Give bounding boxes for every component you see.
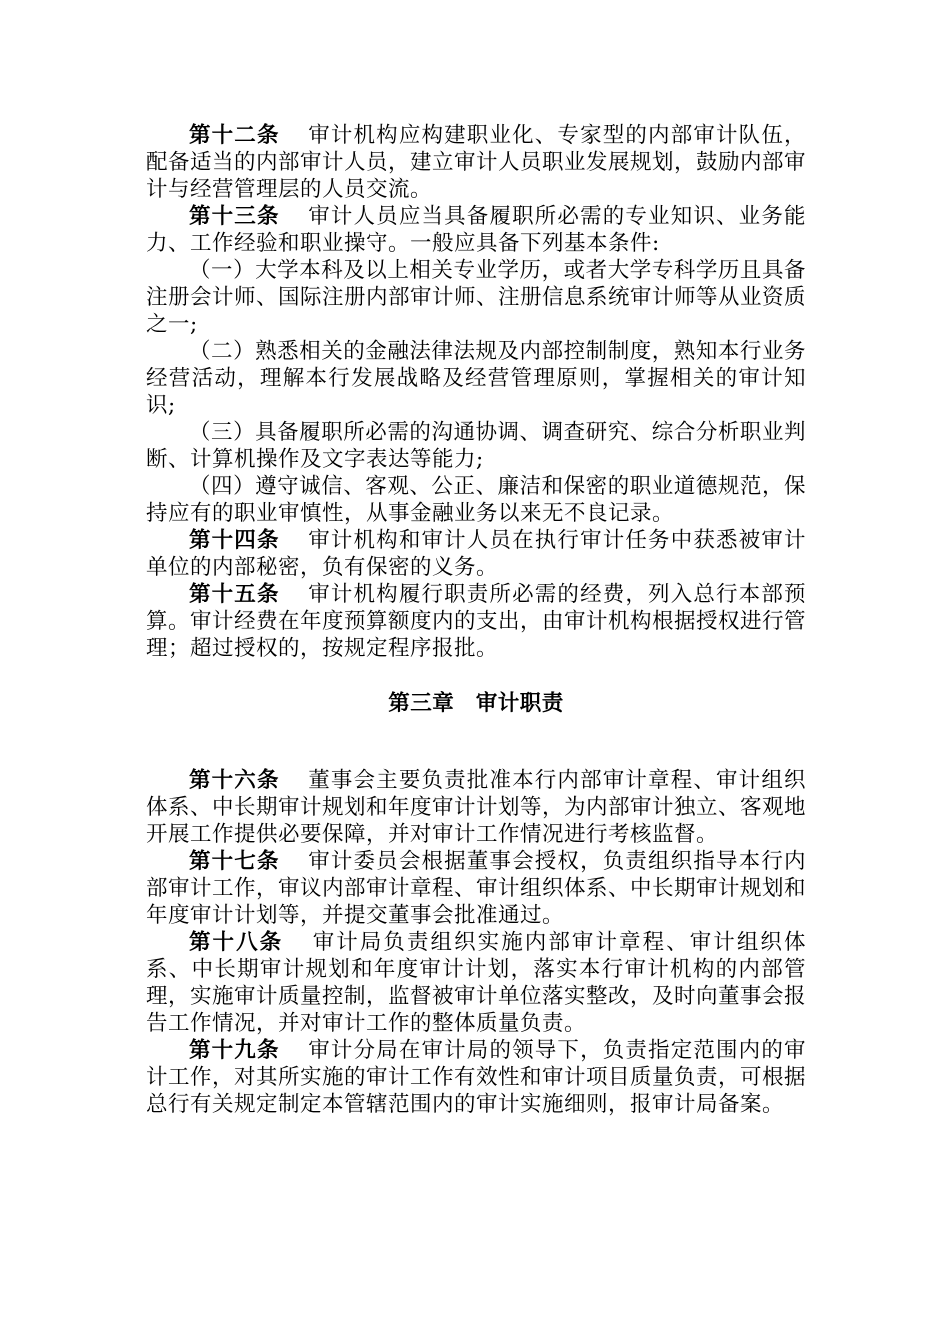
document-page [146, 122, 806, 1118]
article-label: 第十六条 [189, 768, 280, 793]
article-13 [146, 203, 806, 257]
article-label: 第十四条 [189, 528, 280, 553]
chapter-heading [146, 690, 806, 717]
article-15 [146, 581, 806, 662]
list-item-text: （三）具备履职所必需的沟通协调、调查研究、综合分析职业判断、计算机操作及文字表达等能力; [146, 420, 806, 472]
article-label: 第十七条 [189, 849, 280, 874]
article-text: 审计局负责组织实施内部审计章程、审计组织体系、中长期审计规划和年度审计计划，落实本行审计机构的内部管理，实施审计质量控制，监督被审计单位落实整改，及时向董事会报告工作情况，并对审计工作的整体质量负责。 [146, 930, 807, 1036]
article-label: 第十五条 [189, 582, 280, 607]
list-item-3 [146, 419, 806, 473]
list-item-text: （一）大学本科及以上相关专业学历，或者大学专科学历且具备注册会计师、国际注册内部审计师、注册信息系统审计师等从业资质之一; [146, 258, 807, 337]
article-text: 审计机构和审计人员在执行审计任务中获悉被审计单位的内部秘密，负有保密的义务。 [146, 528, 806, 580]
article-label: 第十三条 [189, 204, 280, 229]
articles-after [146, 767, 806, 1118]
article-text: 审计机构应构建职业化、专家型的内部审计队伍，配备适当的内部审计人员，建立审计人员职业发展规划，鼓励内部审计与经营管理层的人员交流。 [146, 123, 807, 202]
article-label: 第十九条 [189, 1038, 280, 1063]
article-12 [146, 122, 806, 203]
article-label: 第十二条 [189, 123, 280, 148]
article-text: 审计人员应当具备履职所必需的专业知识、业务能力、工作经验和职业操守。一般应具备下列基本条件: [146, 204, 806, 256]
chapter-title: 审计职责 [475, 691, 564, 716]
list-item-text: （二）熟悉相关的金融法律法规及内部控制制度，熟知本行业务经营活动，理解本行发展战略及经营管理原则，掌握相关的审计知识; [146, 339, 806, 418]
list-item-text: （四）遵守诚信、客观、公正、廉洁和保密的职业道德规范，保持应有的职业审慎性，从事金融业务以来无不良记录。 [146, 474, 806, 526]
article-text: 董事会主要负责批准本行内部审计章程、审计组织体系、中长期审计规划和年度审计计划等，为内部审计独立、客观地开展工作提供必要保障，并对审计工作情况进行考核监督。 [146, 768, 807, 847]
list-item-1 [146, 257, 806, 338]
article-14 [146, 527, 806, 581]
article-label: 第十八条 [189, 930, 284, 955]
article-19 [146, 1037, 806, 1118]
article-18 [146, 929, 806, 1037]
list-item-2 [146, 338, 806, 419]
article-16 [146, 767, 806, 848]
article-text: 审计分局在审计局的领导下，负责指定范围内的审计工作，对其所实施的审计工作有效性和审计项目质量负责，可根据总行有关规定制定本管辖范围内的审计实施细则，报审计局备案。 [146, 1038, 807, 1117]
article-text: 审计委员会根据董事会授权，负责组织指导本行内部审计工作，审议内部审计章程、审计组织体系、中长期审计规划和年度审计计划等，并提交董事会批准通过。 [146, 849, 807, 928]
list-item-4 [146, 473, 806, 527]
chapter-number: 第三章 [388, 691, 455, 716]
articles-before [146, 122, 806, 662]
article-text: 审计机构履行职责所必需的经费，列入总行本部预算。审计经费在年度预算额度内的支出，由审计机构根据授权进行管理；超过授权的，按规定程序报批。 [146, 582, 807, 661]
article-17 [146, 848, 806, 929]
